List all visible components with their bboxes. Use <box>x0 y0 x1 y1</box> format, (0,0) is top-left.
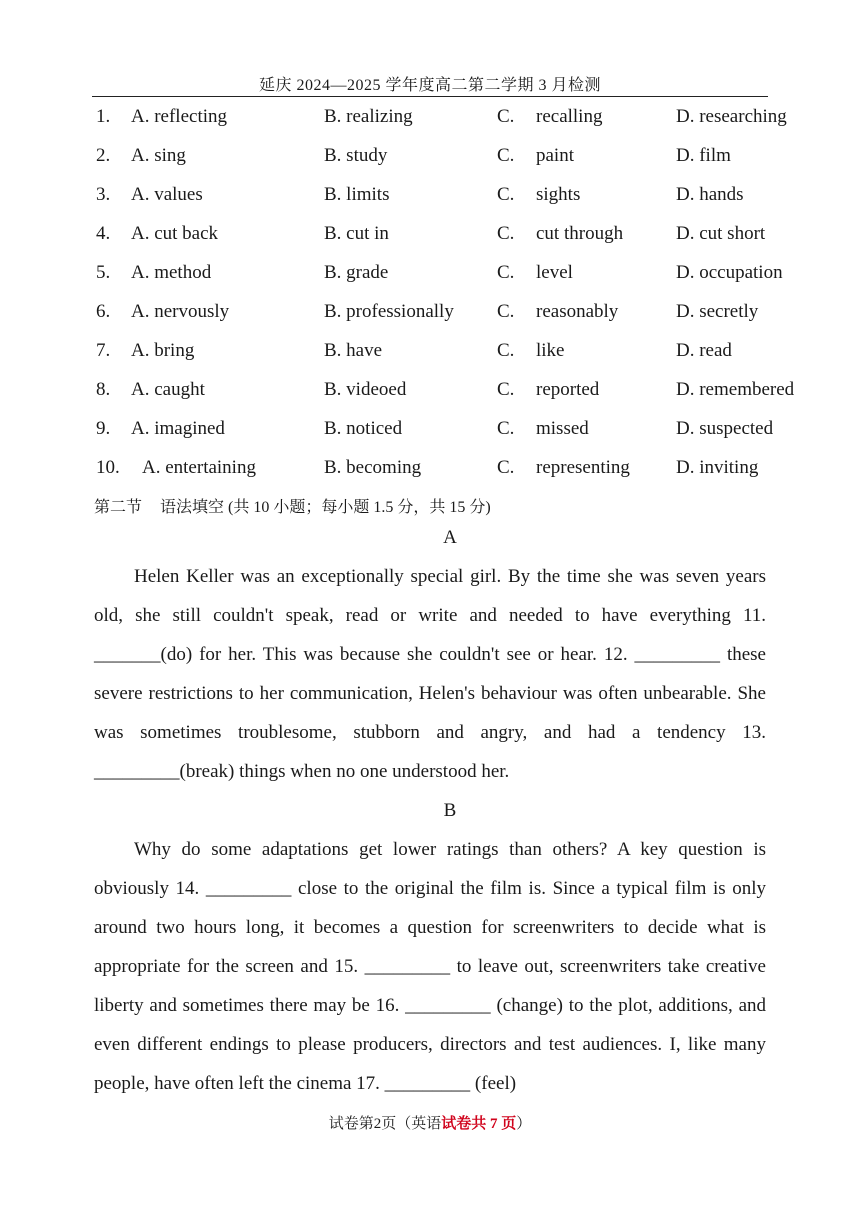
question-number: 6. <box>96 301 111 322</box>
option-c: sights <box>536 184 581 205</box>
option-c-label: C. <box>497 262 515 283</box>
option-c-label: C. <box>497 223 515 244</box>
option-c: cut through <box>536 223 624 244</box>
option-b: B. realizing <box>324 106 413 127</box>
passage-a-letter: A <box>443 527 457 548</box>
question-number: 1. <box>96 106 111 127</box>
option-row <box>0 418 860 444</box>
question-number: 7. <box>96 340 111 361</box>
question-number: 9. <box>96 418 111 439</box>
option-row <box>0 145 860 171</box>
option-row <box>0 106 860 132</box>
option-b: B. grade <box>324 262 389 283</box>
question-number: 4. <box>96 223 111 244</box>
option-a: A. sing <box>131 145 186 166</box>
option-d: D. secretly <box>676 301 759 322</box>
option-row <box>0 457 860 483</box>
footer-page-count: 试卷共 7 页 <box>441 1116 517 1132</box>
option-d: D. read <box>676 340 732 361</box>
section-label: 第二节 <box>94 499 143 516</box>
section-instructions: 语法填空 (共 10 小题；每小题 1.5 分，共 15 分) <box>160 499 491 516</box>
option-b: B. study <box>324 145 388 166</box>
question-number: 3. <box>96 184 111 205</box>
option-c-label: C. <box>497 184 515 205</box>
question-number: 10. <box>96 457 120 478</box>
option-a: A. nervously <box>131 301 230 322</box>
page-footer <box>0 1112 860 1133</box>
option-a: A. imagined <box>131 418 225 439</box>
option-c-label: C. <box>497 301 515 322</box>
option-row <box>0 301 860 327</box>
option-b: B. becoming <box>324 457 422 478</box>
passage-b-letter: B <box>443 800 457 821</box>
option-d: D. cut short <box>676 223 766 244</box>
option-c: missed <box>536 418 589 439</box>
option-a: A. caught <box>131 379 205 400</box>
option-row <box>0 223 860 249</box>
option-d: D. hands <box>676 184 744 205</box>
question-number: 2. <box>96 145 111 166</box>
option-b: B. professionally <box>324 301 454 322</box>
option-c: representing <box>536 457 630 478</box>
footer-prefix: 试卷第2页（英语 <box>328 1116 442 1132</box>
option-row <box>0 184 860 210</box>
option-row <box>0 262 860 288</box>
option-a: A. reflecting <box>131 106 228 127</box>
page-header: 延庆 2024—2025 学年度高二第二学期 3 月检测 <box>258 77 601 94</box>
option-d: D. occupation <box>676 262 783 283</box>
option-a: A. method <box>131 262 212 283</box>
option-d: D. film <box>676 145 731 166</box>
option-d: D. inviting <box>676 457 759 478</box>
passage-b-text: Why do some adaptations get lower ratings than others? A key question is obviously 14. _________ close to the original the film is. Since a typical film is only around two hours long, it becomes a question for screenwriters to decide what is appropriate for the screen and 15. _________ to leave out, screenwriters take creative liberty and sometimes there may be 16. _________ (change) to the plot, additions, and even different endings to please producers, directors and test audiences. I, like many people, have often left the cinema 17. _________ (feel) <box>94 839 766 1094</box>
passage-a-text: Helen Keller was an exceptionally special girl. By the time she was seven years old, she still couldn't speak, read or write and needed to have everything 11. _______(do) for her. This was because she couldn't see or hear. 12. _________ these severe restrictions to her communication, Helen's behaviour was often unbearable. She was sometimes troublesome, stubborn and angry, and had a tendency 13. _________(break) things when no one understood her. <box>94 566 766 782</box>
option-c-label: C. <box>497 340 515 361</box>
option-b: B. have <box>324 340 383 361</box>
option-a: A. entertaining <box>142 457 256 478</box>
option-c: reasonably <box>536 301 619 322</box>
footer-suffix: ） <box>516 1116 532 1132</box>
option-c-label: C. <box>497 457 515 478</box>
option-c: level <box>536 262 573 283</box>
question-number: 8. <box>96 379 111 400</box>
option-a: A. bring <box>131 340 195 361</box>
option-d: D. remembered <box>676 379 795 400</box>
option-a: A. cut back <box>131 223 219 244</box>
question-number: 5. <box>96 262 111 283</box>
option-c: like <box>536 340 565 361</box>
option-c-label: C. <box>497 379 515 400</box>
option-b: B. videoed <box>324 379 407 400</box>
option-row <box>0 340 860 366</box>
option-d: D. researching <box>676 106 787 127</box>
option-c-label: C. <box>497 106 515 127</box>
option-row <box>0 379 860 405</box>
option-c: reported <box>536 379 600 400</box>
option-b: B. limits <box>324 184 390 205</box>
option-c-label: C. <box>497 418 515 439</box>
option-c-label: C. <box>497 145 515 166</box>
option-b: B. cut in <box>324 223 389 244</box>
section-title <box>94 494 491 517</box>
option-c: paint <box>536 145 574 166</box>
option-d: D. suspected <box>676 418 774 439</box>
option-b: B. noticed <box>324 418 403 439</box>
option-c: recalling <box>536 106 603 127</box>
option-a: A. values <box>131 184 203 205</box>
header-rule <box>92 96 768 97</box>
